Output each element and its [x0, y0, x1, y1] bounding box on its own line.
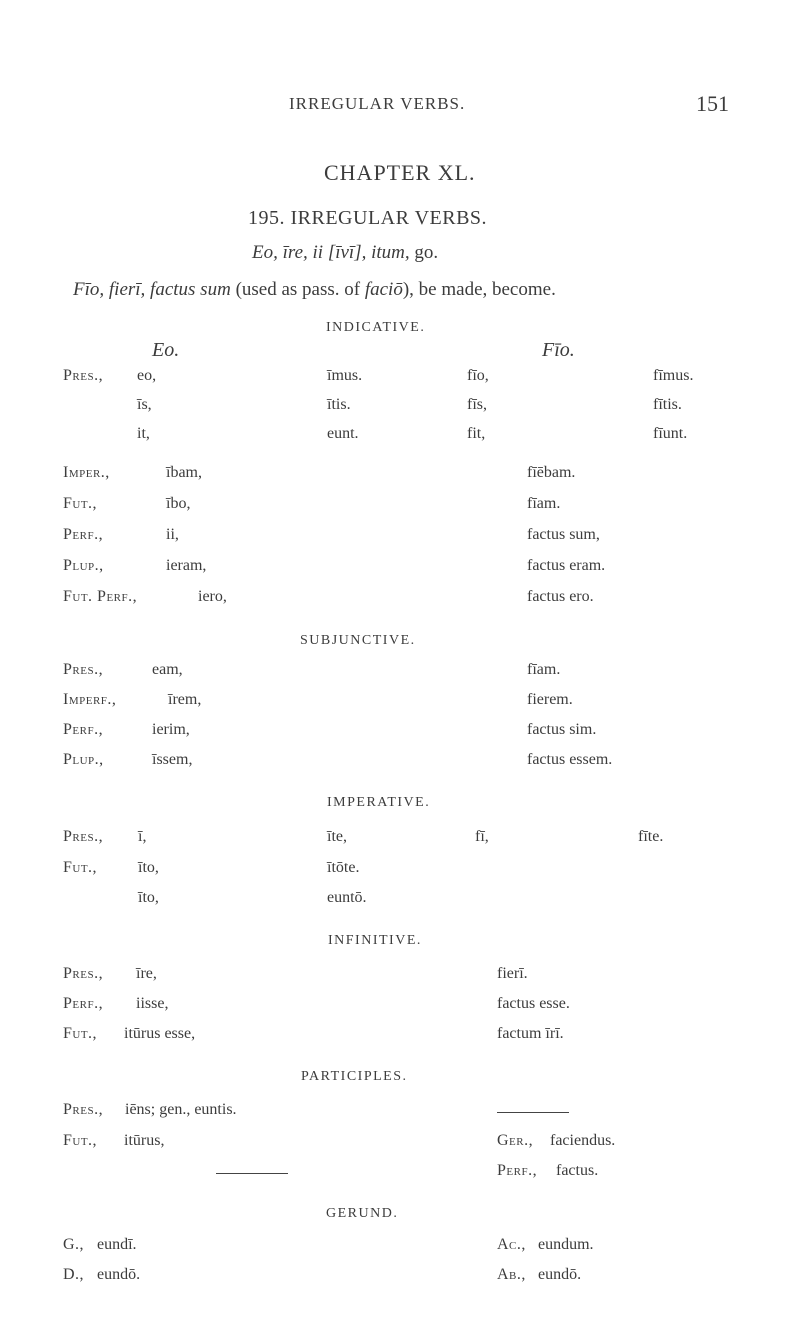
participles-ger-label: Ger.,	[497, 1132, 534, 1149]
gerund-d-value: eundō.	[97, 1266, 141, 1283]
gerund-ac-label: Ac.,	[497, 1236, 526, 1253]
indicative-fut-eo: ībo,	[166, 495, 191, 512]
subjunctive-imperf-eo: īrem,	[168, 691, 202, 708]
gerund-label: GERUND.	[326, 1206, 399, 1221]
gerund-d-label: D.,	[63, 1266, 85, 1283]
indicative-plup-label: Plup.,	[63, 557, 104, 574]
indicative-pres-eo-1sg: eo,	[137, 367, 157, 384]
indicative-perf-fio: factus sum,	[527, 526, 600, 543]
subjunctive-perf-eo: ierim,	[152, 721, 190, 738]
subjunctive-imperf-fio: fierem.	[527, 691, 573, 708]
infinitive-label: INFINITIVE.	[328, 933, 422, 948]
indicative-imperf-eo: ībam,	[166, 464, 202, 481]
eo-meaning: go.	[409, 242, 439, 263]
indicative-futperf-label: Fut. Perf.,	[63, 588, 138, 605]
participles-pres-label: Pres.,	[63, 1101, 104, 1118]
participles-pres-eo: iēns; gen., euntis.	[125, 1101, 237, 1118]
running-title: IRREGULAR VERBS.	[289, 94, 466, 113]
subjunctive-pres-eo: eam,	[152, 661, 183, 678]
imperative-pres-fio-sg: fī,	[475, 828, 489, 845]
participles-perf-label: Perf.,	[497, 1162, 538, 1179]
participles-fut-eo: itūrus,	[124, 1132, 165, 1149]
subjunctive-plup-eo: īssem,	[152, 751, 193, 768]
eo-verb-forms: Eo, īre, ii [īvī], itum,	[252, 242, 410, 263]
indicative-plup-fio: factus eram.	[527, 557, 606, 574]
indicative-pres-fio-1pl: fīmus.	[653, 367, 694, 384]
indicative-pres-label: Pres.,	[63, 367, 104, 384]
indicative-pres-eo-2pl: ītis.	[327, 396, 351, 413]
fio-meaning-rest: ), be made, become.	[402, 279, 556, 300]
indicative-plup-eo: ieram,	[166, 557, 207, 574]
participles-fut-label: Fut.,	[63, 1132, 98, 1149]
gerund-ac-value: eundum.	[538, 1236, 594, 1253]
subjunctive-perf-fio: factus sim.	[527, 721, 597, 738]
indicative-imperf-fio: fīēbam.	[527, 464, 576, 481]
indicative-pres-eo-1pl: īmus.	[327, 367, 363, 384]
eo-principal-parts	[252, 242, 438, 264]
indicative-pres-fio-3pl: fīunt.	[653, 425, 688, 442]
imperative-fut-eo-sg2: īto,	[138, 889, 159, 906]
imperative-pres-label: Pres.,	[63, 828, 104, 845]
infinitive-fut-fio: factum īrī.	[497, 1025, 564, 1042]
infinitive-pres-fio: fierī.	[497, 965, 528, 982]
subjunctive-pres-fio: fīam.	[527, 661, 561, 678]
gerund-g-label: G.,	[63, 1236, 85, 1253]
gerund-g-value: eundī.	[97, 1236, 137, 1253]
indicative-pres-eo-3sg: it,	[137, 425, 150, 442]
infinitive-perf-eo: iisse,	[136, 995, 169, 1012]
gerund-ab-value: eundō.	[538, 1266, 582, 1283]
subjunctive-label: SUBJUNCTIVE.	[300, 633, 416, 648]
indicative-pres-fio-3sg: fit,	[467, 425, 486, 442]
participles-perf-fio: factus.	[556, 1162, 599, 1179]
column-head-fio: Fīo.	[542, 339, 575, 361]
indicative-perf-label: Perf.,	[63, 526, 104, 543]
imperative-pres-fio-pl: fīte.	[638, 828, 664, 845]
indicative-futperf-eo: iero,	[198, 588, 227, 605]
indicative-pres-fio-2pl: fītis.	[653, 396, 682, 413]
infinitive-perf-fio: factus esse.	[497, 995, 570, 1012]
imperative-pres-eo-sg: ī,	[138, 828, 147, 845]
indicative-pres-fio-1sg: fīo,	[467, 367, 489, 384]
facio-word: faciō	[364, 279, 403, 300]
indicative-futperf-fio: factus ero.	[527, 588, 594, 605]
subjunctive-perf-label: Perf.,	[63, 721, 104, 738]
indicative-fut-label: Fut.,	[63, 495, 98, 512]
infinitive-pres-eo: īre,	[136, 965, 157, 982]
subjunctive-pres-label: Pres.,	[63, 661, 104, 678]
fio-meaning: (used as pass. of	[230, 279, 365, 300]
gerund-ab-label: Ab.,	[497, 1266, 526, 1283]
indicative-perf-eo: ii,	[166, 526, 179, 543]
section-title: 195. IRREGULAR VERBS.	[248, 207, 488, 229]
indicative-fut-fio: fīam.	[527, 495, 561, 512]
participles-pres-fio-dash	[497, 1112, 569, 1113]
participles-perf-eo-dash	[216, 1173, 288, 1174]
infinitive-pres-label: Pres.,	[63, 965, 104, 982]
imperative-pres-eo-pl: īte,	[327, 828, 347, 845]
imperative-fut-eo-sg1: īto,	[138, 859, 159, 876]
fio-verb-forms: Fīo, fierī, factus sum	[73, 279, 231, 300]
participles-label: PARTICIPLES.	[301, 1069, 408, 1084]
column-head-eo: Eo.	[152, 339, 180, 361]
indicative-label: INDICATIVE.	[326, 320, 426, 335]
chapter-title: CHAPTER XL.	[324, 160, 476, 185]
imperative-fut-eo-pl1: ītōte.	[327, 859, 360, 876]
imperative-label: IMPERATIVE.	[327, 795, 431, 810]
indicative-pres-fio-2sg: fīs,	[467, 396, 487, 413]
infinitive-fut-eo: itūrus esse,	[124, 1025, 196, 1042]
subjunctive-imperf-label: Imperf.,	[63, 691, 117, 708]
infinitive-fut-label: Fut.,	[63, 1025, 98, 1042]
subjunctive-plup-fio: factus essem.	[527, 751, 613, 768]
indicative-imperf-label: Imper.,	[63, 464, 110, 481]
indicative-pres-eo-2sg: īs,	[137, 396, 152, 413]
page-number: 151	[696, 91, 729, 116]
imperative-fut-label: Fut.,	[63, 859, 98, 876]
participles-ger-fio: faciendus.	[550, 1132, 616, 1149]
subjunctive-plup-label: Plup.,	[63, 751, 104, 768]
indicative-pres-eo-3pl: eunt.	[327, 425, 359, 442]
infinitive-perf-label: Perf.,	[63, 995, 104, 1012]
fio-principal-parts	[73, 279, 556, 301]
imperative-fut-eo-pl2: euntō.	[327, 889, 367, 906]
